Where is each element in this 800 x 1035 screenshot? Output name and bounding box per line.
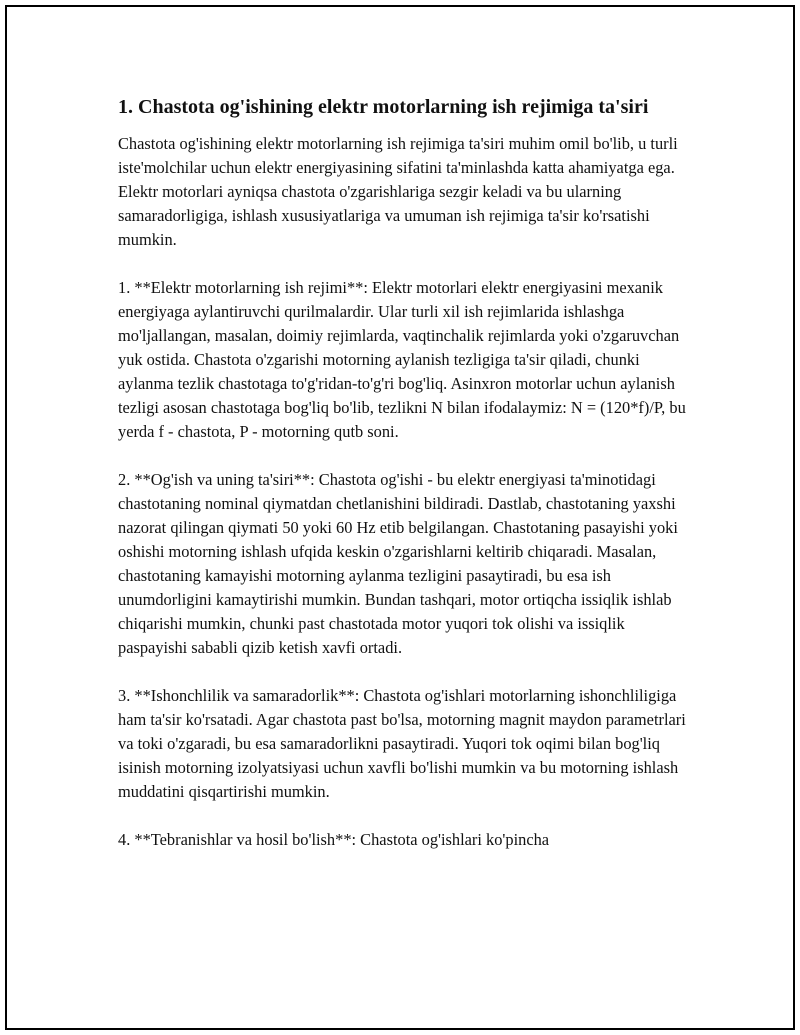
- paragraph-point-4: 4. **Tebranishlar va hosil bo'lish**: Chastota og'ishlari ko'pincha: [118, 830, 550, 849]
- paragraph-point-3: 3. **Ishonchlilik va samaradorlik**: Chastota og'ishlari motorlarning ishonchliligiga ham ta'sir ko'rsatadi. Agar chastota past bo'lsa, motorning magnit maydon parametrlari va toki o'zgaradi, bu esa samaradorlikni pasaytiradi. Yuqori tok oqimi bilan bog'liq isinish motorning izolyatsiyasi uchun xavfli bo'lishi mumkin va bu motorning ishlash muddatini qisqartirishi mumkin.: [118, 686, 686, 801]
- paragraph-point-2: 2. **Og'ish va uning ta'siri**: Chastota og'ishi - bu elektr energiyasi ta'minotidagi chastotaning nominal qiymatdan chetlanishini bildiradi. Dastlab, chastotaning yaxshi nazorat qilingan qiymati 50 yoki 60 Hz etib belgilangan. Chastotaning pasayishi yoki oshishi motorning ishlash ufqida keskin o'zgarishlarni keltirib chiqaradi. Masalan, chastotaning kamayishi motorning aylanma tezligini pasaytiradi, bu esa ish unumdorligini kamaytirishi mumkin. Bundan tashqari, motor ortiqcha issiqlik ishlab chiqarishi mumkin, chunki past chastotada motor yuqori tok olishi va issiqlik paspayishi sababli qizib ketish xavfi ortadi.: [118, 470, 678, 657]
- paragraph-intro: Chastota og'ishining elektr motorlarning ish rejimiga ta'siri muhim omil bo'lib, u turli iste'molchilar uchun elektr energiyasining sifatini ta'minlashda katta ahamiyatga ega. Elektr motorlari ayniqsa chastota o'zgarishlariga sezgir keladi va bu ularning samaradorligiga, ishlash xususiyatlariga va umuman ish rejimiga ta'sir ko'rsatishi mumkin.: [118, 134, 678, 249]
- section-heading: 1. Chastota og'ishining elektr motorlarning ish rejimiga ta'siri: [118, 96, 649, 118]
- paragraph-point-1: 1. **Elektr motorlarning ish rejimi**: Elektr motorlari elektr energiyasini mexanik energiyaga aylantiruvchi qurilmalardir. Ular turli xil ish rejimlarida ishlashga mo'ljallangan, masalan, doimiy rejimlarda, vaqtinchalik rejimlarda yoki o'zgaruvchan yuk ostida. Chastota o'zgarishi motorning aylanish tezligiga ta'sir qiladi, chunki aylanma tezlik chastotaga to'g'ridan-to'g'ri bog'liq. Asinxron motorlar uchun aylanish tezligi asosan chastotaga bog'liq bo'lib, tezlikni N bilan ifodalaymiz: N = (120*f)/P, bu yerda f - chastota, P - motorning qutb soni.: [118, 278, 686, 441]
- document-body: [118, 92, 690, 876]
